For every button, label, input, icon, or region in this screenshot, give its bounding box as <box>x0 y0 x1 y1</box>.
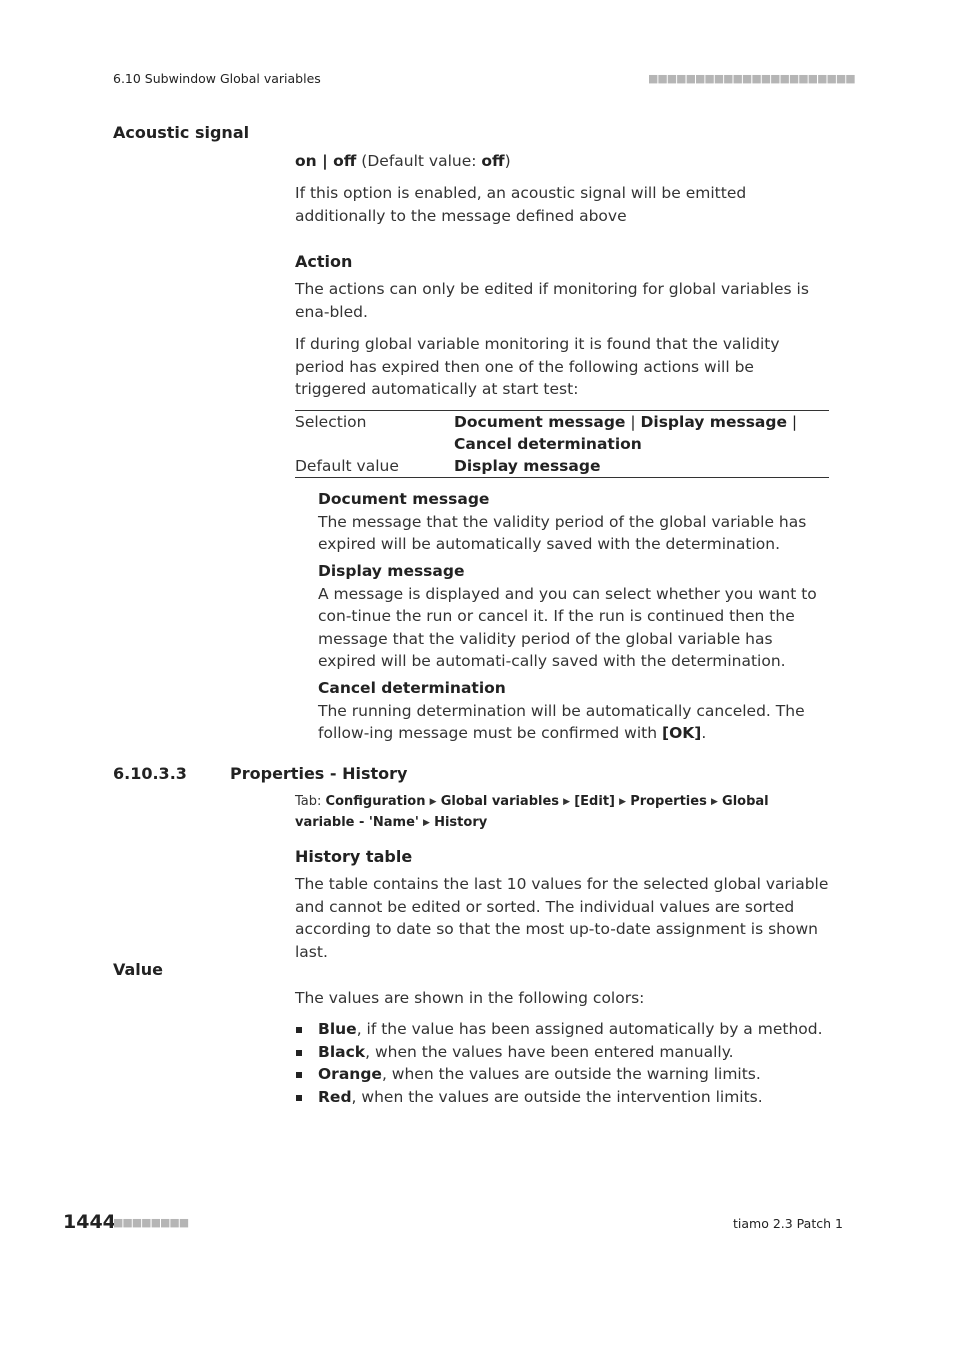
color-list <box>295 1018 829 1108</box>
tab-path <box>295 792 829 834</box>
bullet-square-icon <box>296 1027 302 1033</box>
item-text: A message is displayed and you can select whether you want to con-tinue the run or cancel it. If the run is continued then the message that the validity period of the global variable has expired will be automati-cally saved with the determination. <box>318 584 817 670</box>
action-paragraph-2: If during global variable monitoring it is found that the validity period has expired then one of the following actions will be triggered automatically at start test: <box>295 335 780 398</box>
selection-option-display: Display message <box>640 413 787 431</box>
list-item: Red, when the values are outside the intervention limits. <box>295 1086 829 1109</box>
action-selection-table <box>295 410 829 478</box>
default-row <box>295 455 829 477</box>
selection-values <box>454 411 829 455</box>
default-value: off <box>481 152 505 170</box>
path-item: Configuration <box>325 794 426 809</box>
bullet-square-icon <box>296 1095 302 1101</box>
ok-button-reference: [OK] <box>662 724 702 742</box>
arrow-right-icon: ▶ <box>563 797 571 807</box>
default-value-cell: Display message <box>454 457 601 475</box>
product-name: tiamo 2.3 Patch 1 <box>733 1216 843 1231</box>
selection-option-document: Document message <box>454 413 626 431</box>
list-item: Black, when the values have been entered manually. <box>295 1041 829 1064</box>
path-item: History <box>434 815 488 830</box>
path-item: Global variable - 'Name' <box>295 794 769 830</box>
default-label: Default value <box>295 457 399 475</box>
item-title: Cancel determination <box>318 679 506 697</box>
arrow-right-icon: ▶ <box>710 797 718 807</box>
arrow-right-icon: ▶ <box>423 818 430 828</box>
history-table-description: The table contains the last 10 values for the selected global variable and cannot be edited or sorted. The individual values are sorted according to date so that the most up-to-date assignment is shown last. <box>295 875 829 961</box>
running-header-section: 6.10 Subwindow Global variables <box>113 71 321 86</box>
action-item-document-message <box>318 488 829 556</box>
arrow-right-icon: ▶ <box>619 797 627 807</box>
acoustic-signal-options <box>295 150 829 173</box>
option-off: off <box>333 152 357 170</box>
value-intro: The values are shown in the following colors: <box>295 989 645 1007</box>
section-title: Properties - History <box>230 764 408 783</box>
tab-prefix: Tab: <box>295 794 326 809</box>
arrow-right-icon: ▶ <box>429 797 437 807</box>
option-separator: | <box>316 152 334 170</box>
action-item-display-message <box>318 560 829 673</box>
acoustic-signal-description: If this option is enabled, an acoustic signal will be emitted additionally to the message defined above <box>295 184 747 225</box>
section-number: 6.10.3.3 <box>113 764 187 783</box>
item-text: The message that the validity period of the global variable has expired will be automatically saved with the determination. <box>318 512 807 553</box>
list-item: Blue, if the value has been assigned automatically by a method. <box>295 1018 829 1041</box>
item-title: Display message <box>318 562 465 580</box>
default-prefix: (Default value: <box>356 152 482 170</box>
acoustic-signal-heading: Acoustic signal <box>113 123 250 142</box>
list-item: Orange, when the values are outside the warning limits. <box>295 1063 829 1086</box>
path-item: Properties <box>630 794 707 809</box>
selection-separator: | <box>787 413 798 431</box>
header-decoration-dots: ■■■■■■■■■■■■■■■■■■■■■■ <box>648 72 855 85</box>
footer-decoration-dots: ■■■■■■■■ <box>113 1216 189 1229</box>
action-heading: Action <box>295 252 353 271</box>
option-on: on <box>295 152 317 170</box>
selection-separator: | <box>625 413 641 431</box>
default-suffix: ) <box>504 152 511 170</box>
item-title: Document message <box>318 490 490 508</box>
path-item: Global variables <box>440 794 560 809</box>
action-item-cancel-determination <box>318 677 829 745</box>
value-heading: Value <box>113 960 164 979</box>
path-item: [Edit] <box>574 794 615 809</box>
selection-option-cancel: Cancel determination <box>454 435 642 453</box>
selection-row <box>295 411 829 455</box>
history-table-heading: History table <box>295 847 413 866</box>
bullet-square-icon <box>296 1072 302 1078</box>
item-text: The running determination will be automatically canceled. The follow-ing message must be confirmed with [OK]. <box>318 701 805 742</box>
bullet-square-icon <box>296 1050 302 1056</box>
page-number: 1444 <box>63 1211 116 1233</box>
action-paragraph-1: The actions can only be edited if monitoring for global variables is ena-bled. <box>295 280 809 321</box>
selection-label: Selection <box>295 413 367 431</box>
